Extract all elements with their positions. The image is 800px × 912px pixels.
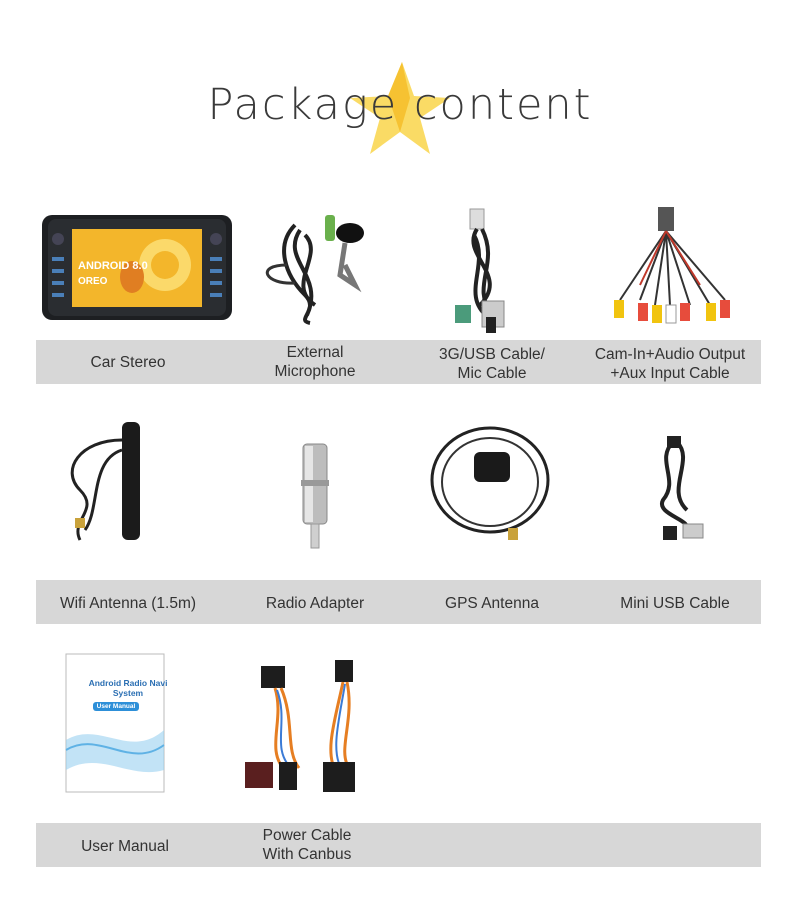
wifi-antenna-icon [40,420,220,550]
usb-cable-icon [400,205,580,335]
item-label: Radio Adapter [265,595,365,612]
item-label: Cam-In+Audio Output +Aux Input Cable [594,346,746,382]
item-label: GPS Antenna [445,595,539,612]
title-area [0,40,800,170]
row-2 [0,420,800,630]
item-label: User Manual [81,838,169,855]
user-manual-icon [40,650,220,795]
rca-cable-icon [580,205,760,335]
row-3 [0,650,800,870]
item-label: Wifi Antenna (1.5m) [59,595,197,612]
item-label: External Microphone [274,344,356,380]
item-label: 3G/USB Cable/ Mic Cable [439,346,545,382]
gps-antenna-icon [400,420,580,550]
stereo-screen-version: 8.0 [132,260,148,272]
stereo-screen-line1: ANDROID [78,260,130,272]
stereo-screen-line2: OREO [78,276,108,287]
item-label: Mini USB Cable [620,595,730,612]
row-1 [0,205,800,385]
microphone-icon [225,205,405,335]
radio-adapter-icon [225,420,405,550]
item-label: Car Stereo [90,354,166,371]
item-label: Power Cable With Canbus [262,827,352,863]
manual-title: Android Radio Navi System [88,678,168,698]
power-cable-icon [225,650,405,800]
mini-usb-cable-icon [585,420,765,550]
page-title: Package content [207,80,593,130]
manual-badge: User Manual [96,703,136,710]
